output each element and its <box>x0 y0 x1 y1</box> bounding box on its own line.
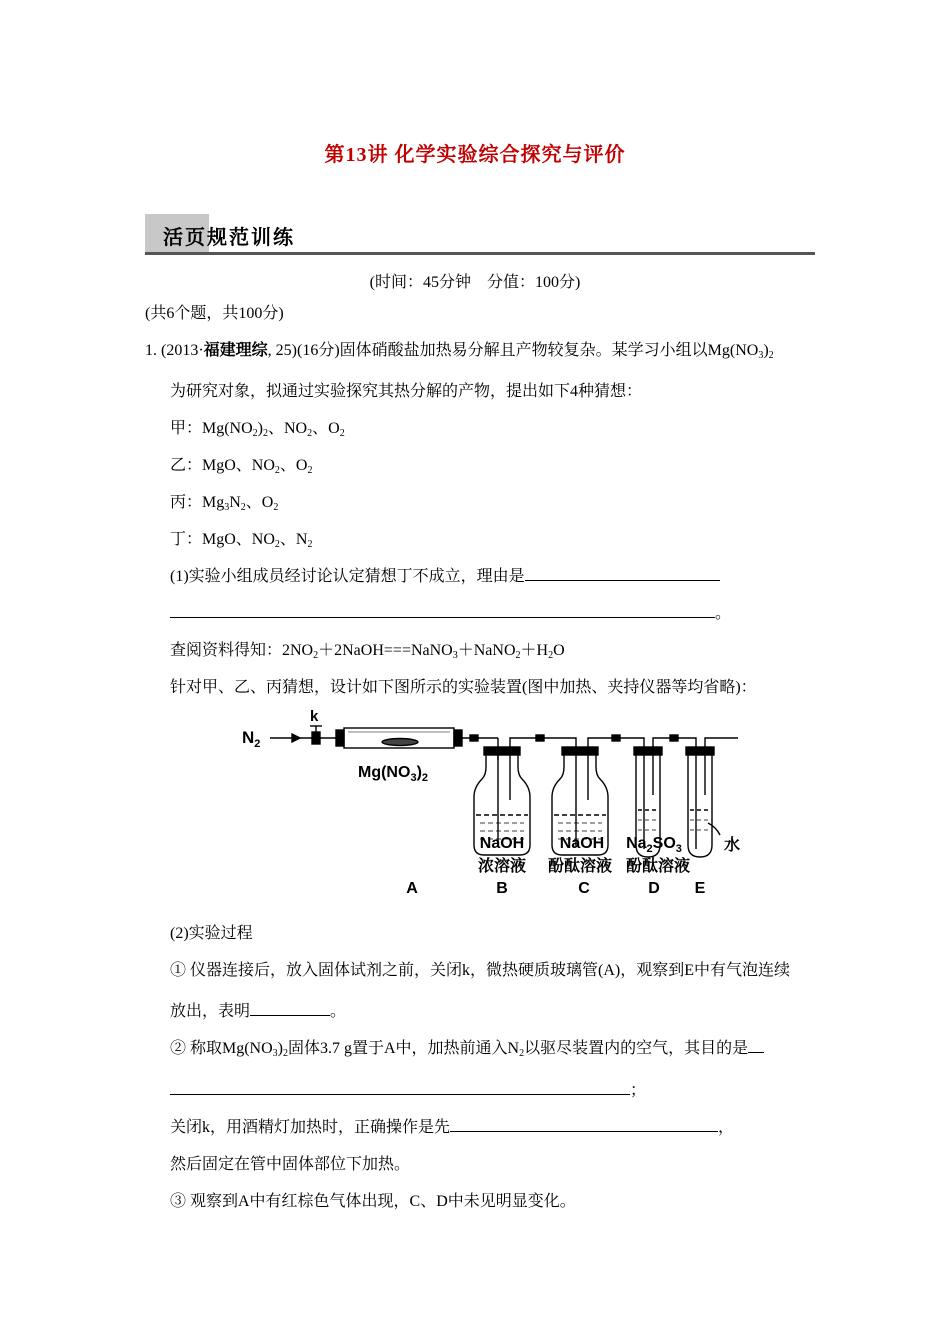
punctuation: ； <box>630 1082 647 1099</box>
page-title: 第13讲 化学实验综合探究与评价 <box>324 144 626 166</box>
bottle-c-cap <box>562 747 598 755</box>
subscript: 2 <box>768 350 774 361</box>
water-leader-line <box>708 823 720 835</box>
label-e: E <box>694 880 706 897</box>
label-c: C <box>578 880 590 897</box>
section-header <box>145 214 815 252</box>
question-count: (共6个题，共100分) <box>145 305 284 322</box>
subscript: 2 <box>339 428 345 439</box>
connector <box>612 735 620 741</box>
valve-label: k <box>310 708 319 725</box>
hypothesis-bing: 丙：$Mg_3N_2$、$O_2$ <box>170 494 279 513</box>
hypothesis-ding: 丁：MgO、$NO_2$、$N_2$ <box>170 531 313 550</box>
equation-end: ＋H <box>520 642 549 659</box>
test-tube-e <box>688 753 712 857</box>
step1-line2 <box>170 998 346 1021</box>
tube-d-cap <box>634 747 662 755</box>
bottle-b-cap <box>484 747 520 755</box>
subscript: 2 <box>307 428 313 439</box>
subscript: 2 <box>515 650 521 661</box>
equation-end2: O <box>553 642 565 659</box>
b-reagent: NaOH <box>479 835 525 852</box>
hypothesis-yi: 乙：MgO、$NO_2$、$O_2$ <box>170 457 313 476</box>
b-reagent-line2: 浓溶液 <box>478 856 527 875</box>
subscript: 3 <box>452 650 458 661</box>
hypothesis-bing-text: 丙：Mg <box>170 494 225 511</box>
q1-stem-line1 <box>145 337 774 360</box>
valve-k <box>312 732 320 744</box>
step2-line1: ② 称取$Mg(NO_3)_2$固体3.7 g置于A中，加热前通入$N_2$以驱尽装置内的空气，其目的是 <box>170 1035 764 1058</box>
step2-text-2: 关闭k，用酒精灯加热时，正确操作是先 <box>170 1119 451 1136</box>
q1-stem-text: 固体硝酸盐加热易分解且产物较复杂。某学习小组以Mg(NO <box>339 342 759 359</box>
punctuation: ， <box>718 1119 735 1136</box>
label-a: A <box>406 880 418 897</box>
stopper-left <box>336 730 344 746</box>
time-score-info: (时间：45分钟 分值：100分) <box>369 274 581 291</box>
answer-blank[interactable] <box>250 1001 330 1016</box>
hypothesis-jia: 甲：$Mg(NO_2)_2$、$NO_2$、$O_2$ <box>170 420 345 439</box>
q1-source-close: , 25)(16分) <box>267 342 340 359</box>
subscript: 2 <box>307 465 313 476</box>
subscript: 2 <box>283 1048 288 1059</box>
c-reagent: NaOH <box>559 835 605 852</box>
section-title: 活页规范训练 <box>163 225 295 249</box>
subscript: 2 <box>252 428 258 439</box>
subscript: 2 <box>313 650 319 661</box>
part1-continuation <box>170 600 731 623</box>
connector <box>470 735 478 741</box>
step2-line3 <box>170 1114 734 1137</box>
d-reagent-line2: 酚酞溶液 <box>626 856 691 875</box>
hypothesis-jia-text: 甲：Mg(NO <box>170 420 253 437</box>
q1-source-open: (2013· <box>161 342 204 359</box>
equation-mid: ＋2NaOH===NaNO <box>318 642 453 659</box>
part2-heading: (2)实验过程 <box>170 925 253 942</box>
hypothesis-ding-text: 丁：MgO、NO <box>170 531 275 548</box>
subscript: 2 <box>263 428 268 439</box>
solid-label: $Mg(NO_3)_2$ <box>358 764 429 784</box>
step2-mid: 固体3.7 g置于A中，加热前通入N <box>288 1040 520 1057</box>
answer-blank[interactable] <box>748 1038 764 1053</box>
subscript: 2 <box>274 465 280 476</box>
q1-source-name: 福建理综 <box>203 342 268 359</box>
equation-mid2: ＋NaNO <box>457 642 516 659</box>
subscript: 2 <box>519 1048 525 1059</box>
step2-text: ② 称取Mg(NO <box>170 1040 273 1057</box>
n2-label: $N_2$ <box>242 728 261 750</box>
subscript: 2 <box>274 539 280 550</box>
subscript: 2 <box>548 650 554 661</box>
c-reagent-line2: 酚酞溶液 <box>548 856 613 875</box>
design-text: 针对甲、乙、丙猜想，设计如下图所示的实验装置(图中加热、夹持仪器等均省略)： <box>170 679 757 696</box>
reference-equation <box>170 637 565 660</box>
step1-text: 放出，表明 <box>170 1003 251 1020</box>
label-d: D <box>648 880 660 897</box>
punctuation: 。 <box>330 1003 347 1020</box>
subscript: 2 <box>273 502 279 513</box>
step2-line2 <box>170 1077 646 1100</box>
subscript: 2 <box>307 539 313 550</box>
hypothesis-yi-text: 乙：MgO、NO <box>170 457 275 474</box>
connector <box>670 735 678 741</box>
subscript: 3 <box>224 502 230 513</box>
tube-e-cap <box>686 747 714 755</box>
subscript: 3 <box>758 350 764 361</box>
step2-end: 以驱尽装置内的空气，其目的是 <box>524 1040 749 1057</box>
subscript: 3 <box>272 1048 278 1059</box>
mg-nitrate-solid <box>382 739 418 746</box>
q1-stem-line2: 为研究对象，拟通过实验探究其热分解的产物，提出如下4种猜想： <box>170 383 643 400</box>
step3-line: ③ 观察到A中有红棕色气体出现，C、D中未见明显变化。 <box>170 1193 576 1210</box>
section-divider <box>145 252 815 255</box>
answer-blank[interactable] <box>170 603 715 618</box>
connector <box>536 735 544 741</box>
answer-blank[interactable] <box>525 566 720 581</box>
n2-arrow-head <box>292 734 300 742</box>
equation-start: 查阅资料得知：2NO <box>170 642 314 659</box>
punctuation: 。 <box>715 605 732 622</box>
step2-line4: 然后固定在管中固体部位下加热。 <box>170 1156 411 1173</box>
part1-text: (1)实验小组成员经讨论认定猜想丁不成立，理由是 <box>170 568 525 585</box>
step1-line1: ① 仪器连接后，放入固体试剂之前，关闭k，微热硬质玻璃管(A)，观察到E中有气泡连续 <box>170 962 790 979</box>
answer-blank[interactable] <box>170 1080 630 1095</box>
part1-prompt <box>170 563 720 586</box>
label-b: B <box>496 880 508 897</box>
subscript: 2 <box>240 502 246 513</box>
stopper-right <box>454 730 462 746</box>
e-water-label: 水 <box>724 837 741 854</box>
d-reagent: $Na_2SO_3$ <box>626 835 682 855</box>
q1-stem-paren: ) <box>763 342 769 359</box>
q1-number: 1. <box>145 342 157 359</box>
answer-blank[interactable] <box>450 1117 718 1132</box>
